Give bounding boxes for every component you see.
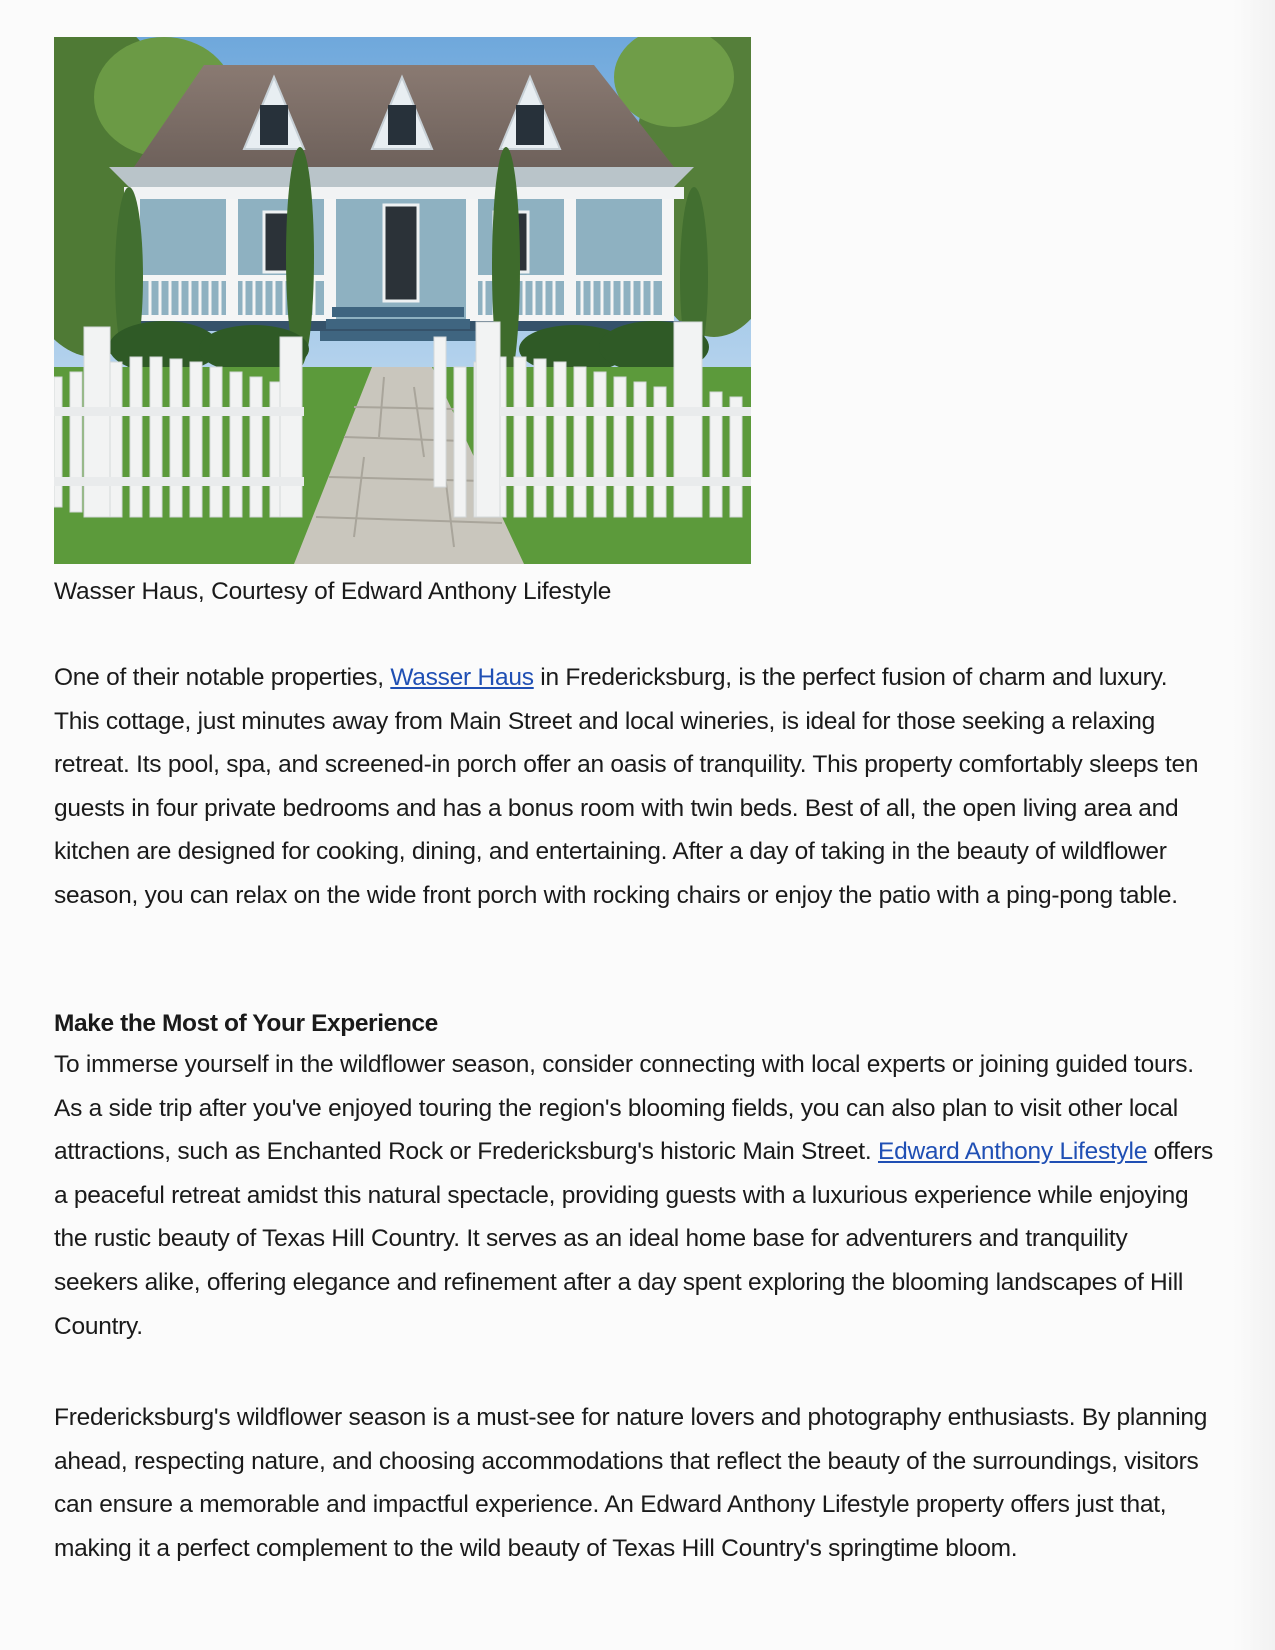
experience-paragraph — [54, 1043, 1214, 1348]
page-edge — [1233, 0, 1275, 1650]
section-heading: Make the Most of Your Experience — [54, 1010, 438, 1037]
closing-paragraph: Fredericksburg's wildflower season is a must-see for nature lovers and photography enthusiasts. By planning ahead, respecting nature, and choosing accommodations that reflect the beauty of the surroundings, visitors can ensure a memorable and impactful experience. An Edward Anthony Lifestyle property offers just that, making it a perfect complement to the wild beauty of Texas Hill Country's springtime bloom. — [54, 1404, 1208, 1562]
experience-text-before-link: To immerse yourself in the wildflower season, consider connecting with local experts or joining guided tours. As a side trip after you've enjoyed touring the region's blooming fields, you can also plan to visit other local attractions, such as Enchanted Rock or Fredericksburg's historic Main Street. — [54, 1051, 1194, 1166]
experience-text-after-link: offers a peaceful retreat amidst this natural spectacle, providing guests with a luxurious experience while enjoying the rustic beauty of Texas Hill Country. It serves as an ideal home base for adventurers and tranquility seekers alike, offering elegance and refinement after a day spent exploring the blooming landscapes of Hill Country. — [54, 1138, 1213, 1340]
intro-text-before-link: One of their notable properties, — [54, 664, 391, 691]
intro-text-after-link: in Fredericksburg, is the perfect fusion of charm and luxury. This cottage, just minutes away from Main Street and local wineries, is ideal for those seeking a relaxing retreat. Its pool, spa, and screened-in porch offer an oasis of tranquility. This property comfortably sleeps ten guests in four private bedrooms and has a bonus room with twin beds. Best of all, the open living area and kitchen are designed for cooking, dining, and entertaining. After a day of taking in the beauty of wildflower season, you can relax on the wide front porch with rocking chairs or enjoy the patio with a ping-pong table. — [54, 664, 1199, 909]
photo-caption: Wasser Haus, Courtesy of Edward Anthony Lifestyle — [54, 578, 612, 605]
house-illustration — [54, 37, 751, 564]
wasser-haus-photo — [54, 37, 751, 564]
intro-paragraph — [54, 656, 1214, 918]
wasser-haus-link[interactable]: Wasser Haus — [390, 664, 534, 691]
edward-anthony-lifestyle-link[interactable]: Edward Anthony Lifestyle — [877, 1138, 1148, 1166]
